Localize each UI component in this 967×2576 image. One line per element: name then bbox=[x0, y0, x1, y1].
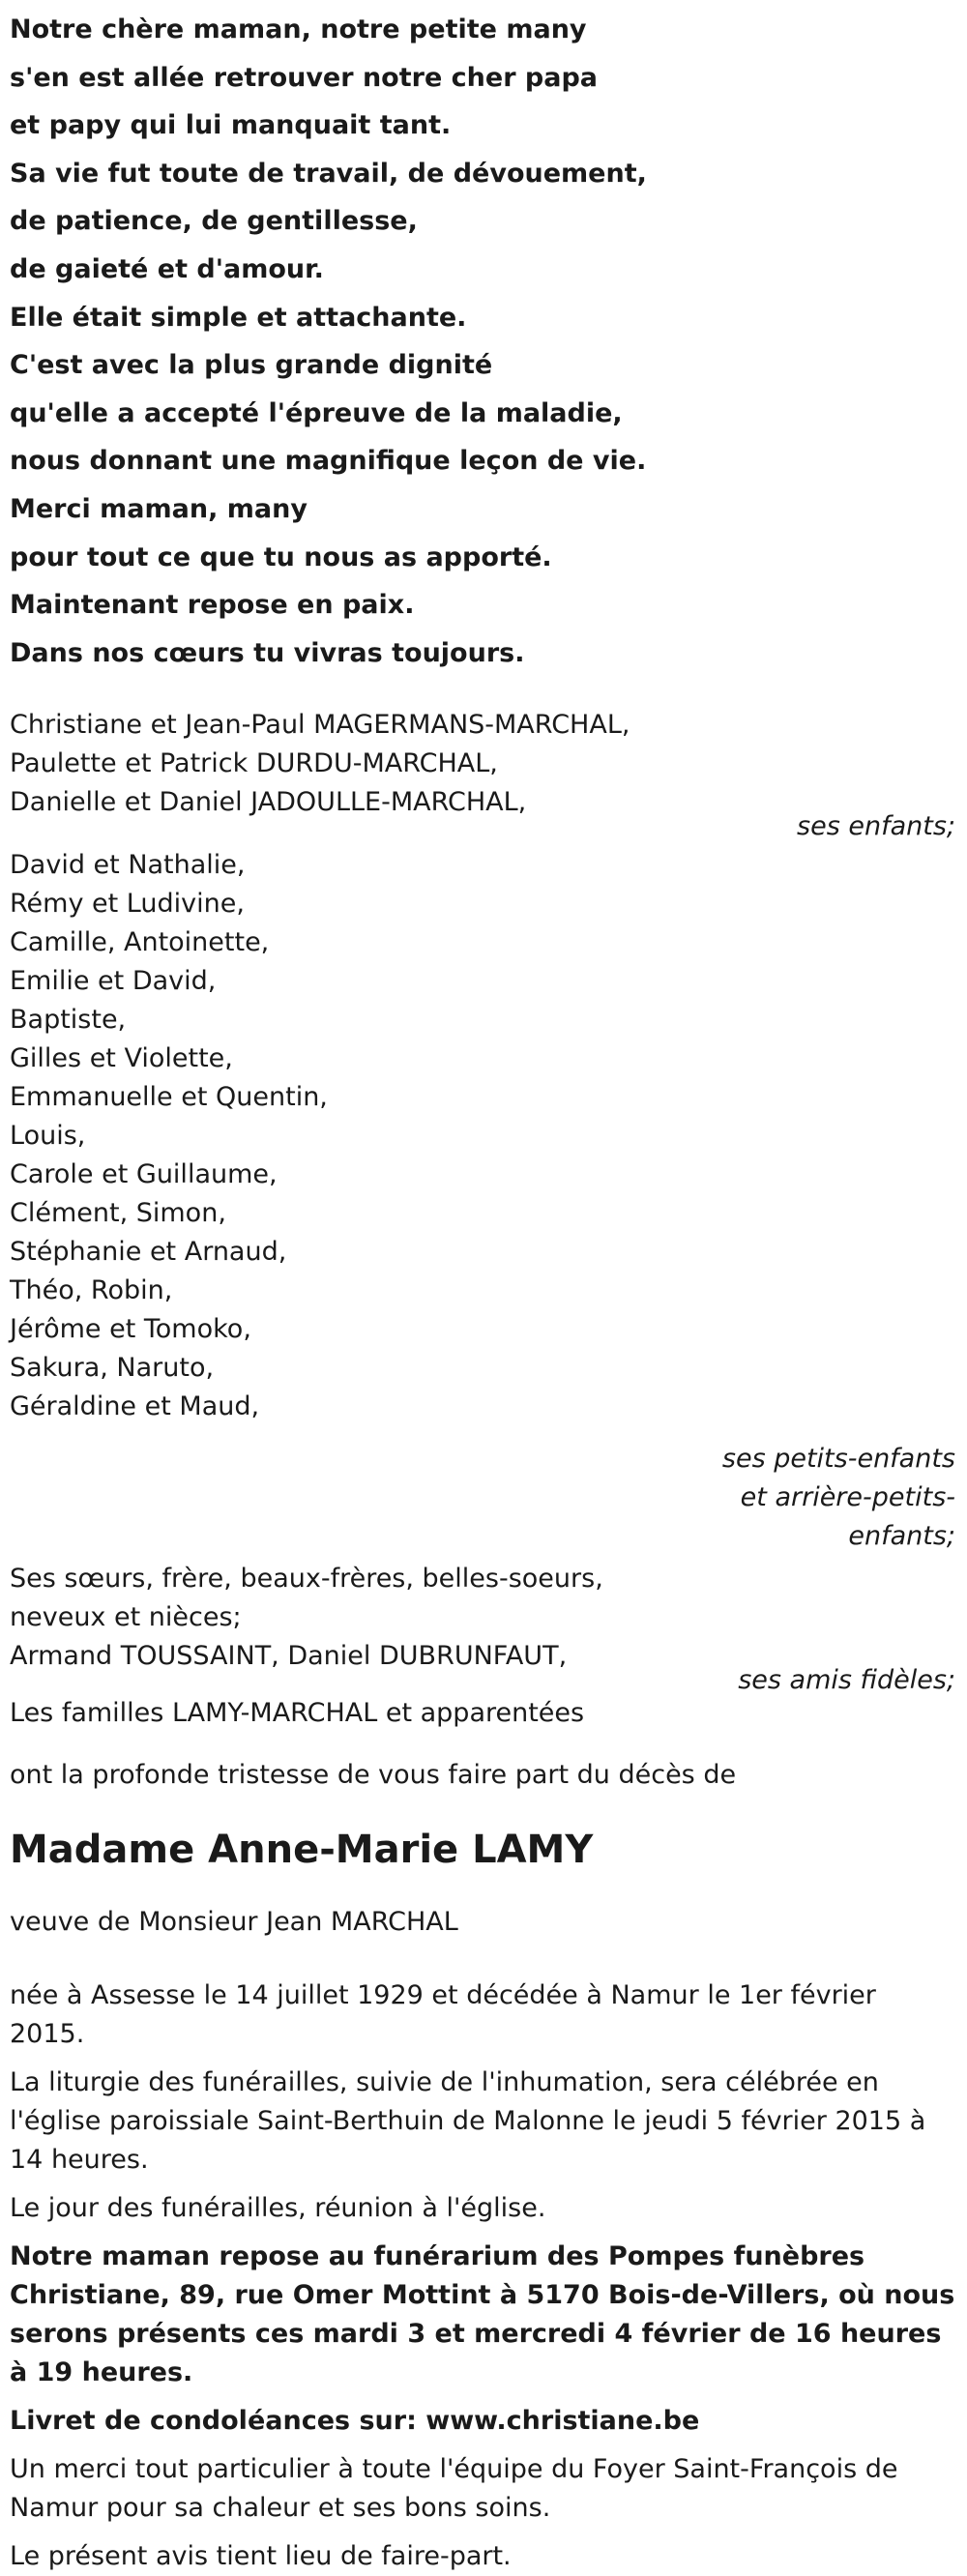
grandchild-line: Emilie et David, bbox=[10, 966, 217, 997]
grandchild-line: Gilles et Violette, bbox=[10, 1043, 233, 1074]
siblings-group bbox=[10, 1560, 955, 1637]
poem-line: Maintenant repose en paix. bbox=[10, 590, 415, 621]
grandchild-line: Carole et Guillaume, bbox=[10, 1159, 278, 1190]
poem-line: C'est avec la plus grande dignité bbox=[10, 350, 493, 381]
thanks: Un merci tout particulier à toute l'équipe du Foyer Saint-François de Namur pour sa chaleur et ses bons soins. bbox=[10, 2454, 898, 2524]
liturgy: La liturgie des funérailles, suivie de l'inhumation, sera célébrée en l'église paroissiale Saint-Berthuin de Malonne le jeudi 5 février 2015 à 14 heures. bbox=[10, 2067, 926, 2176]
poem-line: de gaieté et d'amour. bbox=[10, 253, 324, 284]
grandchild-line: Théo, Robin, bbox=[10, 1275, 173, 1306]
grandchildren-role-line: et arrière-petits- bbox=[740, 1482, 955, 1513]
grandchild-line: Camille, Antoinette, bbox=[10, 927, 270, 958]
condolences: Livret de condoléances sur: www.christiane.be bbox=[10, 2406, 700, 2437]
grandchild-line: Louis, bbox=[10, 1121, 86, 1152]
birth-death: née à Assesse le 14 juillet 1929 et décédée à Namur le 1er février 2015. bbox=[10, 1980, 876, 2050]
poem-line: nous donnant une magnifique leçon de vie. bbox=[10, 446, 647, 477]
grandchildren-role-line: ses petits-enfants bbox=[721, 1444, 955, 1475]
poem-line: pour tout ce que tu nous as apporté. bbox=[10, 542, 552, 572]
siblings-line: neveux et nièces; bbox=[10, 1602, 242, 1633]
grandchildren-role-line: enfants; bbox=[848, 1521, 955, 1552]
announcement: ont la profonde tristesse de vous faire part du décès de bbox=[10, 1760, 737, 1791]
poem-line: Notre chère maman, notre petite many bbox=[10, 15, 587, 44]
child-line: Danielle et Daniel JADOULLE-MARCHAL, bbox=[10, 787, 527, 818]
widow-of: veuve de Monsieur Jean MARCHAL bbox=[10, 1907, 458, 1938]
poem-line: qu'elle a accepté l'épreuve de la maladie, bbox=[10, 397, 623, 428]
friends-line: Armand TOUSSAINT, Daniel DUBRUNFAUT, bbox=[10, 1641, 568, 1672]
grandchild-line: Baptiste, bbox=[10, 1005, 127, 1036]
poem-line: et papy qui lui manquait tant. bbox=[10, 110, 452, 141]
friends-group bbox=[10, 1637, 955, 1700]
grandchild-line: Sakura, Naruto, bbox=[10, 1353, 215, 1384]
families-line: Les familles LAMY-MARCHAL et apparentées bbox=[10, 1698, 585, 1729]
poem-line: Sa vie fut toute de travail, de dévouement, bbox=[10, 158, 647, 189]
meeting: Le jour des funérailles, réunion à l'église. bbox=[10, 2193, 546, 2224]
poem-line: Dans nos cœurs tu vivras toujours. bbox=[10, 637, 525, 668]
poem bbox=[10, 6, 955, 677]
poem-line: Merci maman, many bbox=[10, 493, 308, 524]
grandchild-line: Stéphanie et Arnaud, bbox=[10, 1237, 287, 1268]
grandchild-line: David et Nathalie, bbox=[10, 850, 246, 881]
grandchild-line: Rémy et Ludivine, bbox=[10, 889, 245, 920]
poem-line: de patience, de gentillesse, bbox=[10, 206, 418, 237]
deceased-name: Madame Anne-Marie LAMY bbox=[10, 1828, 594, 1873]
closing: Le présent avis tient lieu de faire-part. bbox=[10, 2541, 512, 2572]
funerarium: Notre maman repose au funérarium des Pompes funèbres Christiane, 89, rue Omer Mottint à 5170 Bois-de-Villers, où nous serons présents ces mardi 3 et mercredi 4 février de 16 heures à 19 heures. bbox=[10, 2241, 955, 2388]
poem-line: Elle était simple et attachante. bbox=[10, 302, 467, 333]
grandchild-line: Emmanuelle et Quentin, bbox=[10, 1082, 328, 1113]
grandchildren-group bbox=[10, 846, 955, 1556]
grandchild-line: Jérôme et Tomoko, bbox=[10, 1314, 251, 1345]
grandchild-line: Clément, Simon, bbox=[10, 1198, 226, 1229]
poem-line: s'en est allée retrouver notre cher papa bbox=[10, 62, 599, 93]
child-line: Paulette et Patrick DURDU-MARCHAL, bbox=[10, 748, 498, 779]
friends-role: ses amis fidèles; bbox=[738, 1665, 955, 1696]
siblings-line: Ses sœurs, frère, beaux-frères, belles-soeurs, bbox=[10, 1564, 603, 1595]
children-group bbox=[10, 706, 955, 846]
children-role: ses enfants; bbox=[797, 811, 955, 842]
child-line: Christiane et Jean-Paul MAGERMANS-MARCHAL, bbox=[10, 710, 630, 741]
grandchild-line: Géraldine et Maud, bbox=[10, 1391, 260, 1422]
